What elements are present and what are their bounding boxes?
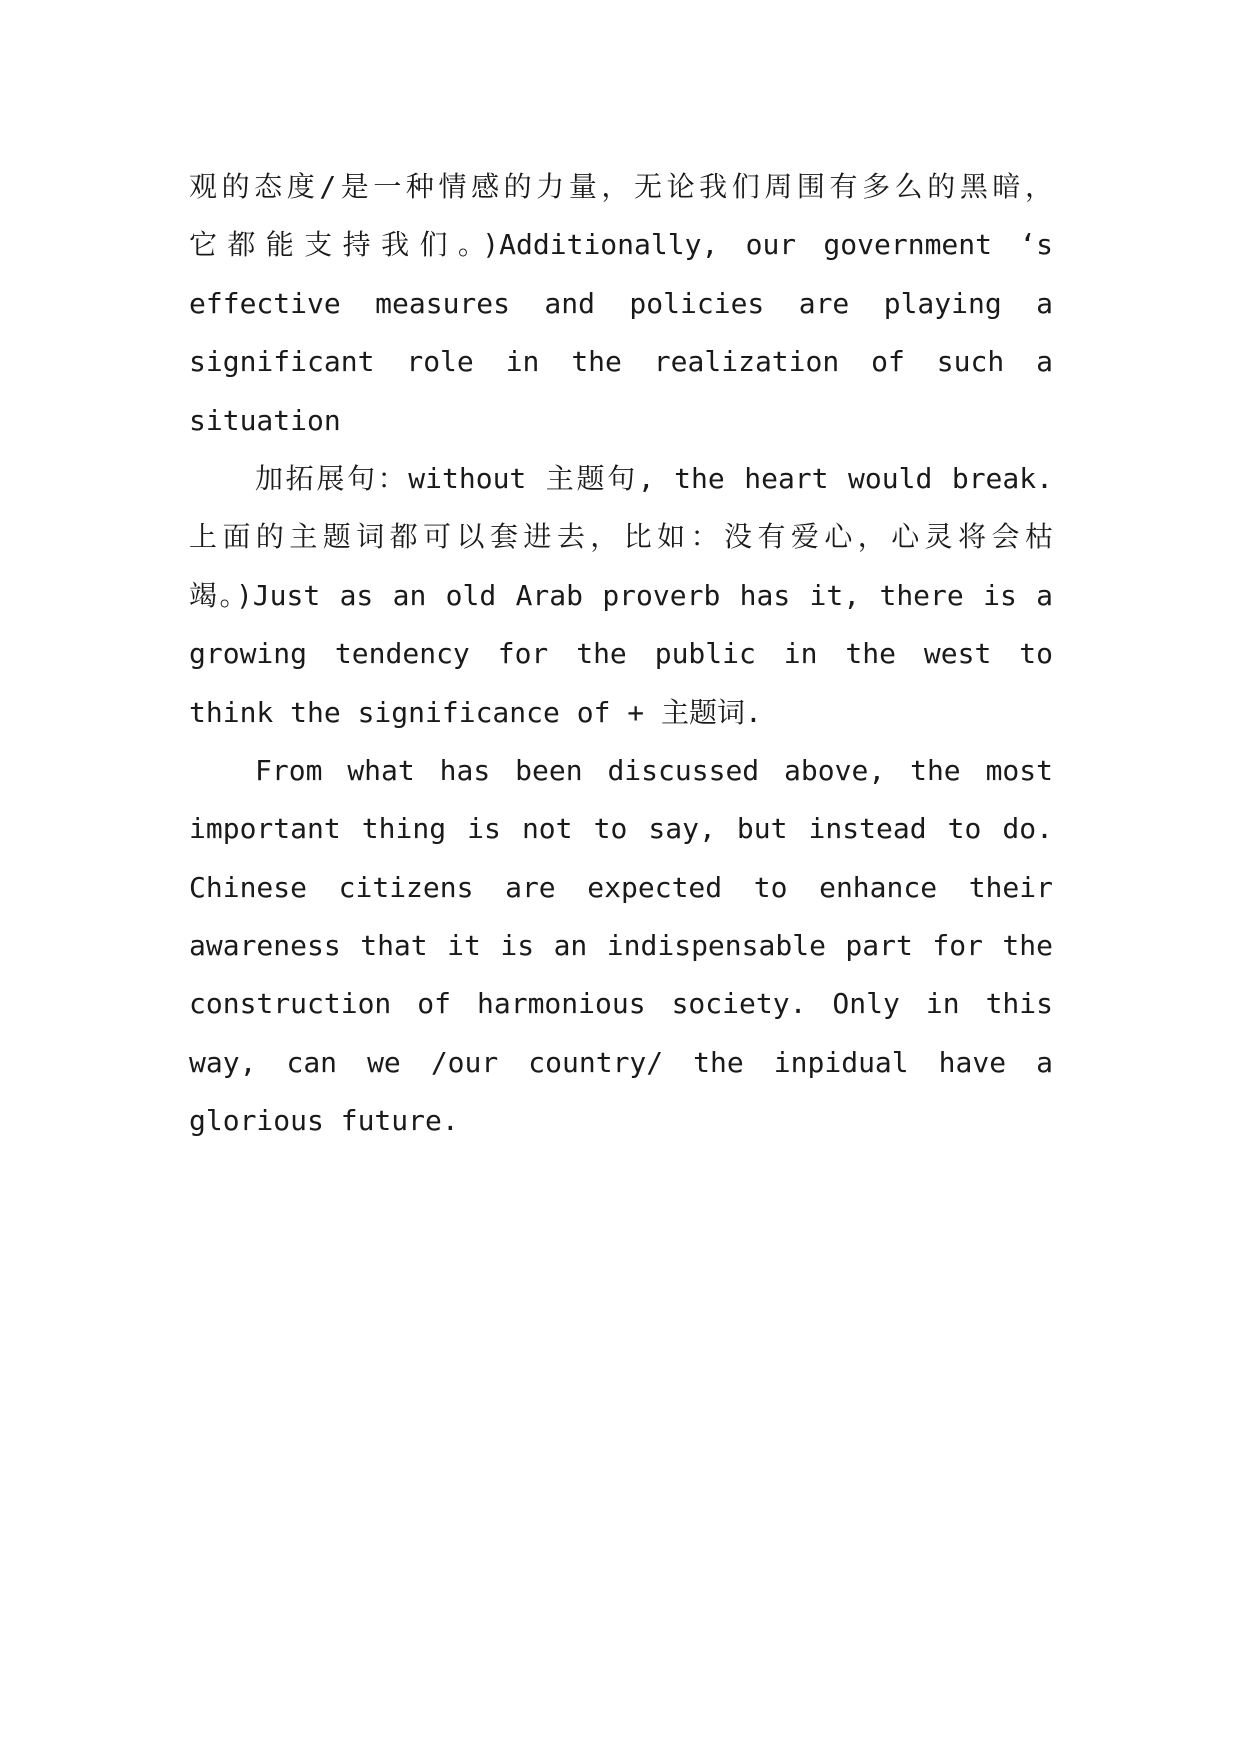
paragraph-line: 加拓展句：without 主题句, the heart would break. <box>255 461 1053 495</box>
paragraph-1 <box>189 158 1053 450</box>
paragraph-line: Chinese citizens are expected to enhance their <box>189 870 1053 904</box>
paragraph-line: 观的态度/是一种情感的力量，无论我们周围有多么的黑暗， <box>189 170 1053 203</box>
paragraph-line: 竭。)Just as an old Arab proverb has it, there is a <box>189 578 1053 612</box>
paragraph-line: 它都能支持我们。)Additionally, our government ‘s <box>189 228 1053 262</box>
document-body <box>189 158 1053 1151</box>
paragraph-line: effective measures and policies are playing a <box>189 286 1053 320</box>
paragraph-line: important thing is not to say, but instead to do. <box>189 812 1053 846</box>
paragraph-line: awareness that it is an indispensable part for the <box>189 929 1053 963</box>
paragraph-line: From what has been discussed above, the most <box>255 753 1053 787</box>
paragraph-3 <box>189 742 1053 1151</box>
paragraph-line: think the significance of + 主题词. <box>189 695 762 729</box>
paragraph-line: glorious future. <box>189 1104 459 1138</box>
paragraph-line: growing tendency for the public in the west to <box>189 637 1053 671</box>
paragraph-line: construction of harmonious society. Only in this <box>189 987 1053 1021</box>
paragraph-line: 上面的主题词都可以套进去，比如：没有爱心，心灵将会枯 <box>189 520 1053 554</box>
paragraph-line: significant role in the realization of such a <box>189 345 1053 379</box>
paragraph-2 <box>189 450 1053 742</box>
paragraph-line: way, can we /our country/ the inpidual have a <box>189 1045 1053 1079</box>
paragraph-line: situation <box>189 403 341 437</box>
